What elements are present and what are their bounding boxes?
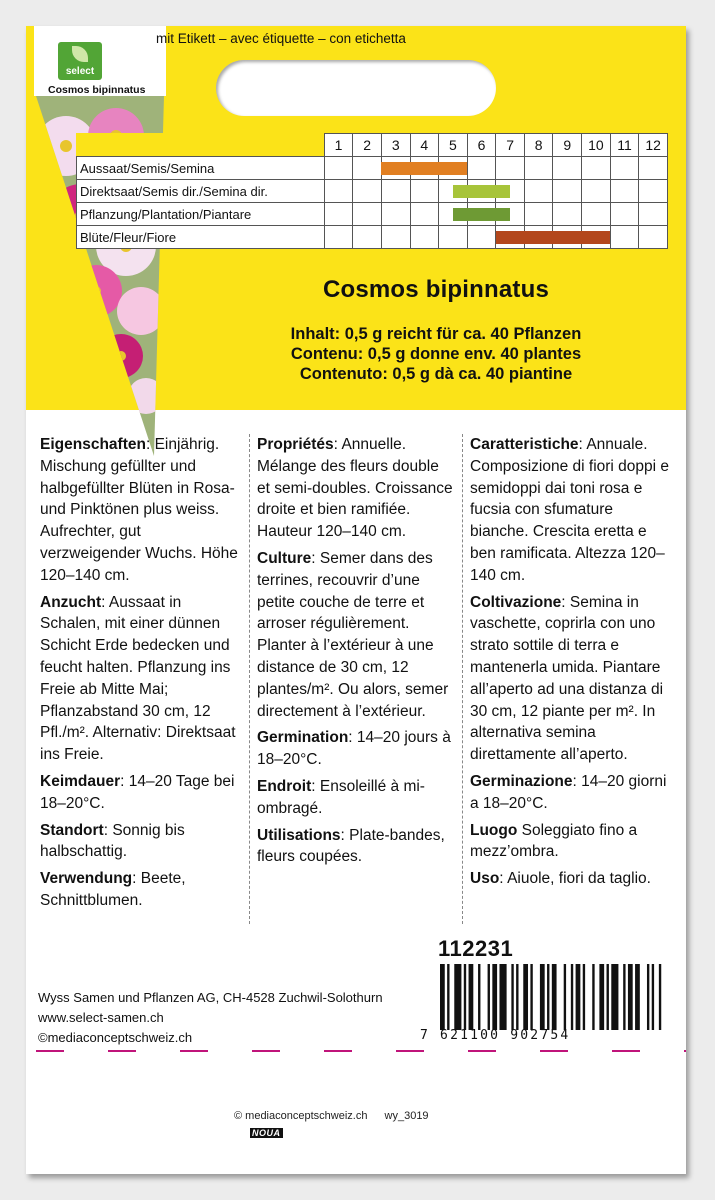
address-block	[38, 988, 383, 1048]
address-website: www.select-samen.ch	[38, 1010, 164, 1025]
column-german	[40, 434, 245, 917]
calendar-cell	[410, 203, 439, 226]
section-heading: Coltivazione	[470, 593, 562, 611]
info-section	[257, 548, 455, 722]
calendar-cell	[353, 157, 382, 180]
section-separator: :	[120, 772, 129, 790]
calendar-cell	[553, 157, 582, 180]
section-separator: :	[333, 436, 342, 453]
section-heading: Luogo	[470, 821, 518, 839]
section-heading: Propriétés	[257, 436, 334, 453]
calendar-bar	[381, 162, 467, 175]
section-heading: Standort	[40, 821, 104, 839]
column-divider	[249, 434, 250, 924]
section-text: Semer dans des terrines, recouvrir d’une petite couche de terre et arroser régulièrement. Planter à l’extérieur à une distance de 30 cm, 12 plantes/m². Ou alors, semer directement à l’extérieur.	[257, 549, 449, 720]
footer-copyright: © mediaconceptschweiz.ch	[234, 1110, 368, 1122]
info-section	[257, 727, 455, 771]
month-10: 10	[582, 134, 611, 157]
calendar-cell	[439, 226, 468, 249]
address-company: Wyss Samen und Pflanzen AG, CH-4528 Zuchwil-Solothurn	[38, 990, 383, 1005]
calendar-cell	[610, 157, 639, 180]
calendar-row-label: Aussaat/Semis/Semina	[77, 157, 325, 180]
calendar-row-label: Pflanzung/Plantation/Piantare	[77, 203, 325, 226]
info-section	[40, 820, 245, 864]
calendar-cell	[324, 226, 353, 249]
section-heading: Caratteristiche	[470, 436, 579, 453]
calendar-cell	[381, 203, 410, 226]
column-italian	[470, 434, 675, 895]
logo-text: select	[65, 66, 95, 77]
footer	[234, 1110, 443, 1122]
month-7: 7	[496, 134, 525, 157]
calendar-cell	[639, 203, 668, 226]
info-section	[257, 825, 455, 869]
barcode-digits: 7 621100 902754	[420, 1028, 571, 1043]
month-3: 3	[381, 134, 410, 157]
calendar-cell	[381, 226, 410, 249]
section-heading: Verwendung	[40, 870, 133, 888]
section-heading: Endroit	[257, 777, 312, 795]
section-text: 14–20 Tage bei 18–20°C.	[40, 772, 235, 812]
month-4: 4	[410, 134, 439, 157]
calendar-cell	[524, 203, 553, 226]
section-separator: :	[311, 777, 320, 795]
calendar-row	[77, 180, 668, 203]
calendar-month-row	[77, 134, 668, 157]
section-text: Annuale. Composizione di fiori doppi e semidoppi dai toni rosa e fucsia con sfumature bianche. Crescita eretta e ben ramificata. Altezza 120–140 cm.	[470, 436, 670, 584]
calendar-row-label: Blüte/Fleur/Fiore	[77, 226, 325, 249]
info-section	[470, 434, 675, 587]
section-heading: Keimdauer	[40, 772, 121, 790]
hanger-hole	[216, 60, 496, 116]
calendar-cell	[467, 157, 496, 180]
content-it: Contenuto: 0,5 g dà ca. 40 piantine	[299, 365, 573, 383]
section-separator: :	[340, 826, 350, 844]
calendar-cell	[639, 180, 668, 203]
calendar-cell	[467, 226, 496, 249]
etikett-note: mit Etikett – avec étiquette – con etichetta	[156, 31, 406, 46]
calendar-cell	[524, 157, 553, 180]
section-heading: Culture	[257, 549, 312, 567]
section-text: Ensoleillé à mi-ombragé.	[257, 777, 425, 817]
month-2: 2	[353, 134, 382, 157]
calendar-cell	[353, 203, 382, 226]
calendar-row	[77, 157, 668, 180]
calendar-cell	[610, 226, 639, 249]
calendar-cell	[610, 203, 639, 226]
calendar-cell	[553, 203, 582, 226]
info-section	[40, 592, 245, 766]
calendar-cell	[410, 226, 439, 249]
calendar-cell	[324, 180, 353, 203]
product-title: Cosmos bipinnatus	[322, 276, 550, 303]
calendar-bar	[453, 208, 510, 221]
section-text: Aussaat in Schalen, mit einer dünnen Schicht Erde bedecken und feucht halten. Pflanzung ins Freie ab Mitte Mai; Pflanzabstand 30 cm, 12 Pfl./m². Alternativ: Direktsaat ins Freie.	[40, 593, 236, 764]
content-fr: Contenu: 0,5 g donne env. 40 plantes	[290, 345, 582, 363]
section-text: Plate-bandes, fleurs coupées.	[257, 826, 445, 866]
info-section	[470, 771, 675, 815]
photo-label: Cosmos bipinnatus	[48, 84, 146, 96]
calendar-cell	[324, 157, 353, 180]
section-text: Aiuole, fiori da taglio.	[507, 870, 651, 888]
section-separator: :	[572, 772, 582, 790]
info-section	[470, 592, 675, 766]
calendar-row	[77, 203, 668, 226]
barcode	[438, 964, 668, 1030]
calendar-bar	[496, 231, 610, 244]
month-1: 1	[324, 134, 353, 157]
section-separator: :	[348, 729, 357, 747]
section-heading: Anzucht	[40, 593, 102, 611]
section-text: Annuelle. Mélange des fleurs double et semi-doubles. Croissance droite et bien ramifiée. Hauteur 120–140 cm.	[257, 436, 453, 541]
info-section	[470, 868, 675, 890]
content-de: Inhalt: 0,5 g reicht für ca. 40 Pflanzen	[290, 325, 582, 343]
section-heading: Eigenschaften	[40, 436, 146, 453]
calendar-cell	[524, 180, 553, 203]
section-text: 14–20 jours à 18–20°C.	[257, 729, 451, 769]
calendar-bar	[453, 185, 510, 198]
calendar-row-label: Direktsaat/Semis dir./Semina dir.	[77, 180, 325, 203]
info-section	[40, 868, 245, 912]
cut-line	[36, 1048, 686, 1054]
footer-code: wy_3019	[384, 1110, 429, 1122]
section-text: Beete, Schnittblumen.	[40, 870, 186, 909]
calendar-cell	[582, 180, 611, 203]
section-text: Soleggiato fino a mezz’ombra.	[470, 821, 638, 861]
calendar-cell	[553, 180, 582, 203]
select-logo	[58, 42, 102, 80]
column-french	[257, 434, 455, 873]
calendar-cell	[582, 157, 611, 180]
section-text: Sonnig bis halbschattig.	[40, 821, 185, 861]
section-text: 14–20 giorni a 18–20°C.	[470, 772, 667, 812]
calendar-cell	[582, 203, 611, 226]
section-separator: :	[311, 549, 320, 567]
info-section	[257, 434, 455, 543]
month-5: 5	[439, 134, 468, 157]
info-section	[470, 820, 675, 864]
yellow-header-panel	[26, 26, 686, 410]
calendar-cell	[639, 226, 668, 249]
section-separator: :	[561, 593, 570, 611]
section-separator: :	[145, 436, 155, 453]
calendar-cell	[610, 180, 639, 203]
section-text: Einjährig. Mischung gefüllter und halbgefüllter Blüten in Rosa- und Pinktönen plus weiss. Aufrechter, gut verzweigender Wuchs. Höhe 120–140 cm.	[40, 436, 238, 584]
month-9: 9	[553, 134, 582, 157]
section-separator: :	[103, 821, 113, 839]
calendar-corner	[77, 134, 325, 157]
calendar-cell	[496, 157, 525, 180]
section-separator: :	[578, 436, 587, 453]
month-12: 12	[639, 134, 668, 157]
section-heading: Germination	[257, 729, 349, 747]
info-section	[257, 776, 455, 820]
column-divider	[462, 434, 463, 924]
section-heading: Utilisations	[257, 826, 341, 844]
seed-packet-back	[26, 26, 686, 1174]
month-11: 11	[610, 134, 639, 157]
address-copyright: ©mediaconceptschweiz.ch	[38, 1030, 193, 1045]
section-separator: :	[101, 593, 109, 611]
article-number: 112231	[438, 936, 514, 961]
calendar-cell	[353, 226, 382, 249]
noa-logo: NOUA	[252, 1128, 281, 1138]
calendar-cell	[410, 180, 439, 203]
section-text: Semina in vaschette, coprirla con uno strato sottile di terra e mantenerla umida. Piantare all’aperto ad una distanza di 30 cm, 12 piante per m². In alternativa semina direttamente all’aperto.	[470, 593, 664, 764]
calendar-cell	[324, 203, 353, 226]
calendar-cell	[381, 180, 410, 203]
section-separator: :	[132, 870, 141, 888]
section-heading: Germinazione	[470, 772, 573, 790]
info-section	[40, 771, 245, 815]
section-separator: :	[499, 870, 508, 888]
leaf-icon	[72, 46, 88, 62]
month-6: 6	[467, 134, 496, 157]
section-heading: Uso	[470, 870, 500, 888]
info-section	[40, 434, 245, 587]
calendar-cell	[353, 180, 382, 203]
calendar-cell	[639, 157, 668, 180]
month-8: 8	[524, 134, 553, 157]
